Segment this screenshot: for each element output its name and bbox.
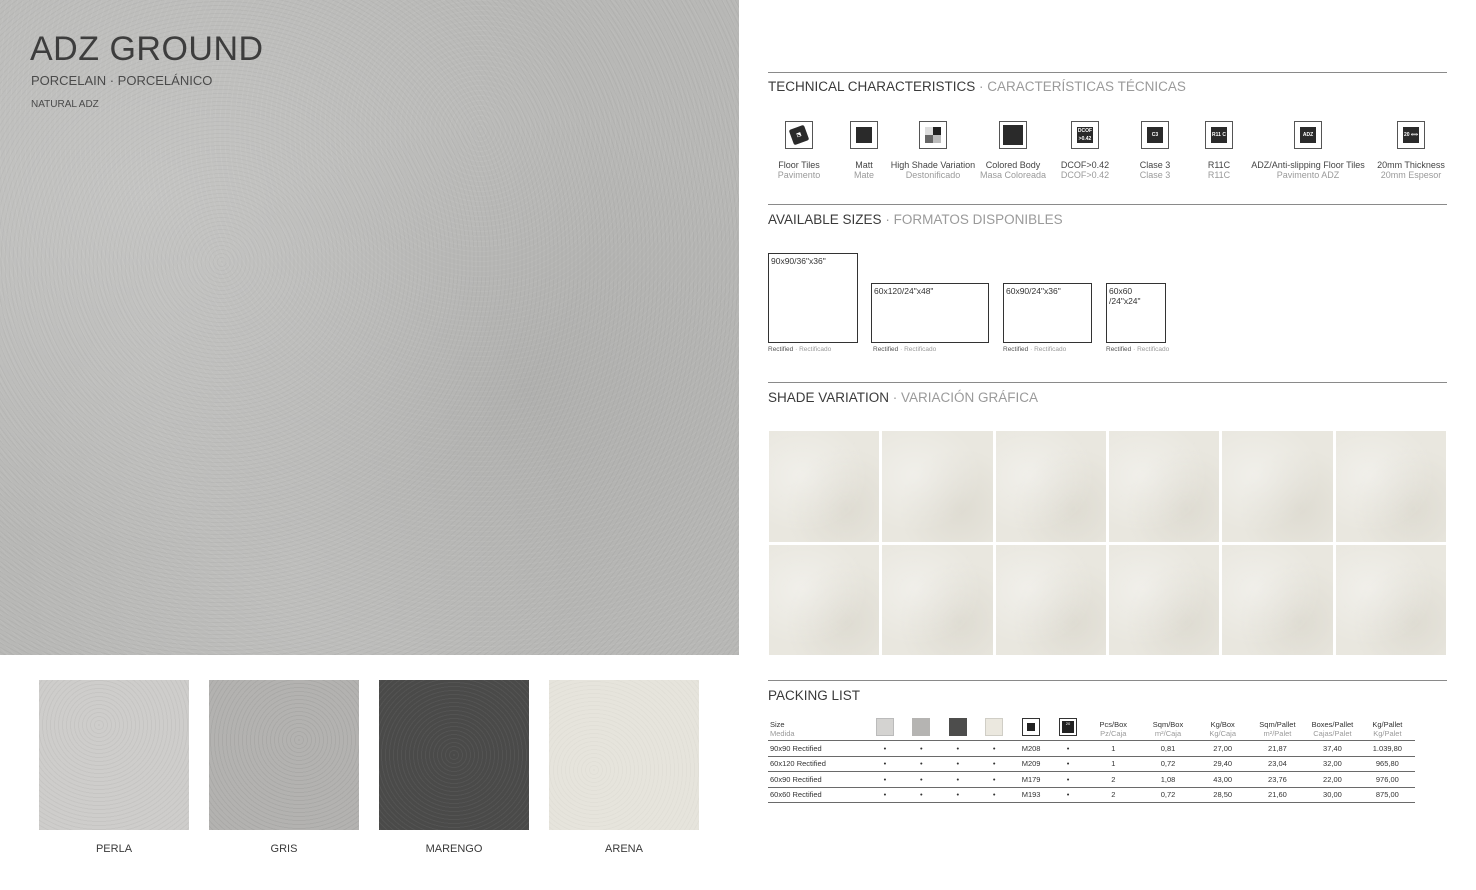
cell-arena: • <box>976 772 1012 788</box>
product-subtitle: PORCELAIN · PORCELÁNICO <box>31 73 213 88</box>
cell-kg-box: 27,00 <box>1196 741 1250 757</box>
shade-tile <box>769 545 879 656</box>
cell-arena: • <box>976 787 1012 803</box>
product-finish: NATURAL ADZ <box>31 99 99 110</box>
thickness-chip-fill: 20 <box>1062 721 1074 733</box>
colored-body-chip-fill <box>1027 723 1035 731</box>
cell-gris: • <box>903 756 939 772</box>
floor-tile-glyph: ⬔ <box>789 125 810 146</box>
cell-size: 90x90 Rectified <box>768 741 867 757</box>
table-row <box>768 787 1415 803</box>
col-kg-box-en: Kg/Box <box>1210 720 1235 729</box>
size-note <box>1003 346 1066 353</box>
cell-kg-box: 29,40 <box>1196 756 1250 772</box>
class-3-glyph: C3 <box>1147 127 1163 143</box>
tech-label-es: Destonificado <box>905 170 961 180</box>
shade-variation-glyph <box>925 127 941 143</box>
col-gris <box>903 718 939 741</box>
col-thickness <box>1050 718 1086 741</box>
swatch-label-marengo: MARENGO <box>425 843 483 855</box>
col-sqm-pallet-es: m²/Palet <box>1263 729 1292 738</box>
cell-pcs: 1 <box>1086 741 1140 757</box>
size-note <box>1106 346 1169 353</box>
col-kg-pallet <box>1360 718 1415 741</box>
shade-title-es: · VARIACIÓN GRÁFICA <box>892 390 1039 405</box>
col-pcs-es: Pz/Caja <box>1100 729 1127 738</box>
colored-body-chip-icon <box>1022 718 1040 736</box>
cell-thickness: • <box>1050 772 1086 788</box>
shade-tile <box>882 545 992 656</box>
cell-pcs: 2 <box>1086 787 1140 803</box>
size-60x90 <box>1003 283 1092 343</box>
tech-label-es: Mate <box>853 170 874 180</box>
cell-sqm-box: 1,08 <box>1140 772 1195 788</box>
col-boxes-pallet-en: Boxes/Pallet <box>1311 720 1354 729</box>
cell-gris: • <box>903 741 939 757</box>
col-arena <box>976 718 1012 741</box>
cell-gris: • <box>903 772 939 788</box>
size-note-en: Rectified <box>1106 346 1132 353</box>
shade-tile <box>882 431 992 542</box>
product-title: ADZ GROUND <box>30 30 264 68</box>
shade-tile <box>1222 431 1332 542</box>
shade-tile <box>1336 431 1446 542</box>
shade-tile <box>996 545 1106 656</box>
section-divider <box>768 204 1447 205</box>
col-sqm-pallet-en: Sqm/Pallet <box>1259 720 1296 729</box>
col-kg-pallet-es: Kg/Palet <box>1373 729 1402 738</box>
col-pcs-en: Pcs/Box <box>1099 720 1128 729</box>
table-row <box>768 772 1415 788</box>
cell-sqm-pallet: 21,87 <box>1250 741 1305 757</box>
size-label: 60x120/24"x48" <box>874 286 934 296</box>
tech-label-es: 20mm Espesor <box>1380 170 1442 180</box>
cell-marengo: • <box>940 787 976 803</box>
shade-title <box>768 390 1038 405</box>
shade-tile <box>1222 545 1332 656</box>
tech-label-es: Clase 3 <box>1139 170 1171 180</box>
cell-code: M209 <box>1012 756 1049 772</box>
size-note-en: Rectified <box>1003 346 1029 353</box>
col-sqm-box-es: m²/Caja <box>1154 729 1182 738</box>
packing-table <box>768 718 1415 803</box>
cell-arena: • <box>976 741 1012 757</box>
perla-chip-icon <box>876 718 894 736</box>
tech-label-en: Matt <box>855 160 873 170</box>
tech-label-en: ADZ/Anti-slipping Floor Tiles <box>1251 160 1365 170</box>
cell-perla: • <box>867 772 903 788</box>
cell-sqm-box: 0,72 <box>1140 756 1195 772</box>
tech-label-en: Clase 3 <box>1139 160 1171 170</box>
swatch-label-perla: PERLA <box>95 843 133 855</box>
section-divider <box>768 382 1447 383</box>
cell-perla: • <box>867 756 903 772</box>
size-90x90 <box>768 253 858 343</box>
sizes-title-es: · FORMATOS DISPONIBLES <box>885 212 1063 227</box>
size-note-es: · Rectificado <box>900 346 937 353</box>
cell-arena: • <box>976 756 1012 772</box>
size-note-en: Rectified <box>873 346 899 353</box>
cell-marengo: • <box>940 741 976 757</box>
shade-tile <box>1109 431 1219 542</box>
cell-boxes-pallet: 32,00 <box>1305 756 1360 772</box>
cell-kg-box: 28,50 <box>1196 787 1250 803</box>
cell-kg-box: 43,00 <box>1196 772 1250 788</box>
size-label: 60x90/24"x36" <box>1006 286 1061 296</box>
col-colored-body <box>1012 718 1049 741</box>
cell-marengo: • <box>940 772 976 788</box>
cell-code: M208 <box>1012 741 1049 757</box>
technical-title-en: TECHNICAL CHARACTERISTICS <box>768 79 976 94</box>
tech-thickness <box>1346 121 1476 180</box>
cell-kg-pallet: 965,80 <box>1360 756 1415 772</box>
adz-glyph: ADZ <box>1300 127 1316 143</box>
cell-thickness: • <box>1050 741 1086 757</box>
cell-sqm-box: 0,72 <box>1140 787 1195 803</box>
technical-title <box>768 79 1186 94</box>
tech-label-es: Pavimento <box>777 170 821 180</box>
sizes-title <box>768 212 1063 227</box>
packing-title: PACKING LIST <box>768 688 861 703</box>
size-60x120 <box>871 283 989 343</box>
size-note-es: · Rectificado <box>795 346 832 353</box>
section-divider <box>768 680 1447 681</box>
size-label: 90x90/36"x36" <box>771 256 826 266</box>
swatch-perla <box>39 680 189 830</box>
tech-label-en: DCOF>0.42 <box>1060 160 1110 170</box>
cell-kg-pallet: 976,00 <box>1360 772 1415 788</box>
shade-variation-icon <box>919 121 947 149</box>
size-note-es: · Rectificado <box>1030 346 1067 353</box>
shade-tile <box>769 431 879 542</box>
col-kg-box-es: Kg/Caja <box>1209 729 1237 738</box>
dcof-glyph: DCOF >0.42 <box>1077 128 1093 142</box>
col-perla <box>867 718 903 741</box>
r11c-glyph: R11 C <box>1211 127 1227 143</box>
swatch-label-arena: ARENA <box>605 843 643 855</box>
shade-tile <box>996 431 1106 542</box>
size-note <box>768 346 831 353</box>
col-boxes-pallet <box>1305 718 1360 741</box>
swatch-gris <box>209 680 359 830</box>
thickness-chip-icon <box>1059 718 1077 736</box>
cell-pcs: 1 <box>1086 756 1140 772</box>
tech-label-en: Floor Tiles <box>778 160 820 170</box>
sizes-title-en: AVAILABLE SIZES <box>768 212 882 227</box>
marengo-chip-icon <box>949 718 967 736</box>
col-pcs-box <box>1086 718 1140 741</box>
cell-gris: • <box>903 787 939 803</box>
cell-size: 60x90 Rectified <box>768 772 867 788</box>
cell-size: 60x120 Rectified <box>768 756 867 772</box>
shade-tile <box>1336 545 1446 656</box>
cell-size: 60x60 Rectified <box>768 787 867 803</box>
col-size <box>768 718 867 741</box>
cell-boxes-pallet: 30,00 <box>1305 787 1360 803</box>
cell-kg-pallet: 875,00 <box>1360 787 1415 803</box>
shade-variation-grid <box>769 431 1446 655</box>
cell-boxes-pallet: 37,40 <box>1305 741 1360 757</box>
size-note <box>873 346 936 353</box>
cell-marengo: • <box>940 756 976 772</box>
cell-pcs: 2 <box>1086 772 1140 788</box>
cell-code: M179 <box>1012 772 1049 788</box>
tech-label-en: Colored Body <box>985 160 1041 170</box>
col-size-en: Size <box>770 720 785 729</box>
section-divider <box>768 72 1447 73</box>
tech-label-en: High Shade Variation <box>890 160 976 170</box>
col-sqm-box <box>1140 718 1195 741</box>
col-kg-pallet-en: Kg/Pallet <box>1372 720 1403 729</box>
cell-code: M193 <box>1012 787 1049 803</box>
adz-icon <box>1294 121 1322 149</box>
technical-title-es: · CARACTERÍSTICAS TÉCNICAS <box>979 79 1186 94</box>
col-marengo <box>940 718 976 741</box>
size-note-es: · Rectificado <box>1133 346 1170 353</box>
tech-label-es: DCOF>0.42 <box>1060 170 1110 180</box>
r11c-icon <box>1205 121 1233 149</box>
swatch-marengo <box>379 680 529 830</box>
cell-thickness: • <box>1050 756 1086 772</box>
arena-chip-icon <box>985 718 1003 736</box>
hero-image <box>0 0 739 655</box>
thickness-icon <box>1397 121 1425 149</box>
swatch-label-gris: GRIS <box>270 843 298 855</box>
cell-sqm-pallet: 21,60 <box>1250 787 1305 803</box>
packing-header-row <box>768 718 1415 741</box>
shade-title-en: SHADE VARIATION <box>768 390 890 405</box>
table-row <box>768 756 1415 772</box>
col-sqm-pallet <box>1250 718 1305 741</box>
tech-label-es: Masa Coloreada <box>979 170 1047 180</box>
shade-tile <box>1109 545 1219 656</box>
table-row <box>768 741 1415 757</box>
gris-chip-icon <box>912 718 930 736</box>
col-boxes-pallet-es: Cajas/Palet <box>1313 729 1352 738</box>
tech-label-es: R11C <box>1207 170 1231 180</box>
cell-thickness: • <box>1050 787 1086 803</box>
thickness-glyph: 20 ⟺ <box>1403 127 1419 143</box>
tech-label-en: 20mm Thickness <box>1377 160 1445 170</box>
tech-label-es: Pavimento ADZ <box>1276 170 1340 180</box>
size-label: 60x60 /24"x24" <box>1109 286 1141 306</box>
col-kg-box <box>1196 718 1250 741</box>
cell-sqm-pallet: 23,76 <box>1250 772 1305 788</box>
cell-kg-pallet: 1.039,80 <box>1360 741 1415 757</box>
cell-perla: • <box>867 741 903 757</box>
size-60x60 <box>1106 283 1166 343</box>
cell-sqm-pallet: 23,04 <box>1250 756 1305 772</box>
col-sqm-box-en: Sqm/Box <box>1152 720 1184 729</box>
tech-label-en: R11C <box>1207 160 1231 170</box>
swatch-arena <box>549 680 699 830</box>
col-size-es: Medida <box>770 729 795 738</box>
cell-boxes-pallet: 22,00 <box>1305 772 1360 788</box>
cell-perla: • <box>867 787 903 803</box>
size-note-en: Rectified <box>768 346 794 353</box>
cell-sqm-box: 0,81 <box>1140 741 1195 757</box>
